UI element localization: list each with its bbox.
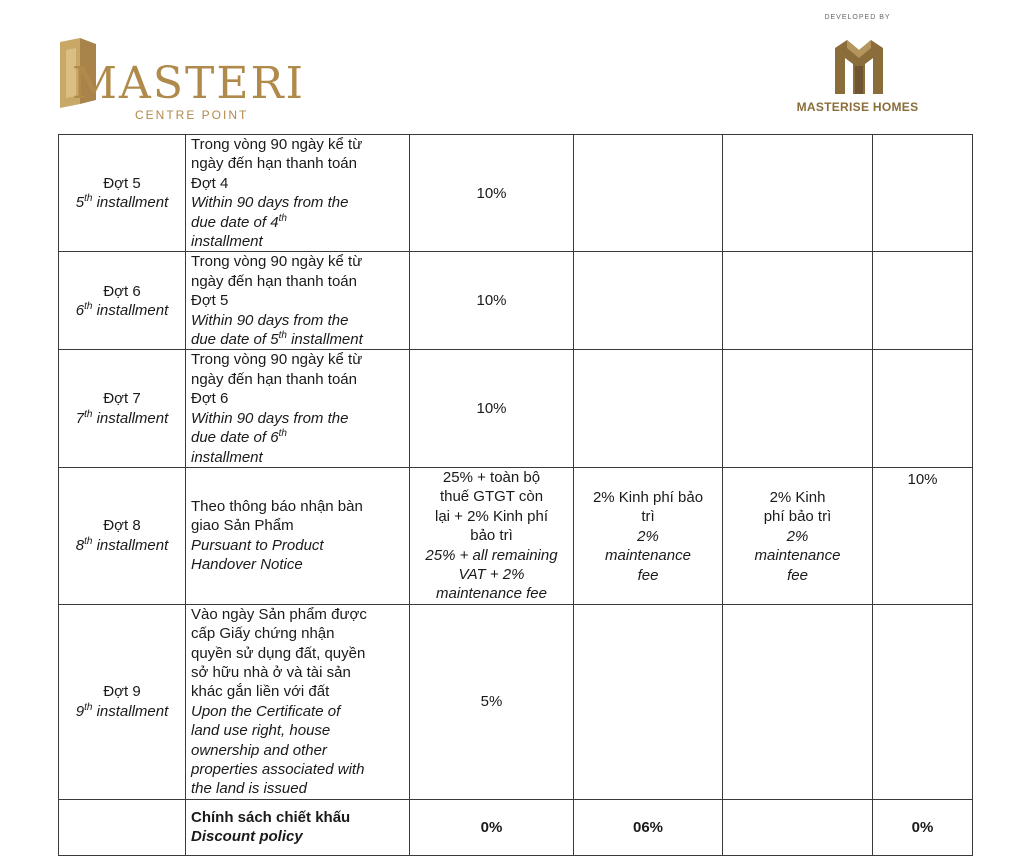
term-en-line: due date of 6th bbox=[191, 428, 287, 447]
term-vi-line: ngày đến hạn thanh toán bbox=[191, 272, 357, 290]
value-en-line: maintenance bbox=[605, 547, 691, 565]
empty-cell bbox=[873, 135, 973, 252]
developed-by-label: DEVELOPED BY bbox=[824, 14, 891, 21]
masteri-wordmark: MASTERI bbox=[72, 58, 305, 109]
stage-cell bbox=[59, 604, 186, 799]
masterise-homes-logo bbox=[795, 12, 920, 122]
term-en-line: installment bbox=[191, 233, 263, 251]
percentage-cell: 10% bbox=[410, 350, 574, 467]
empty-cell bbox=[723, 252, 873, 350]
value-en-line: maintenance fee bbox=[436, 585, 547, 603]
value-en-line: fee bbox=[637, 566, 659, 584]
term-en-line: land use right, house bbox=[191, 722, 331, 740]
payment-term-cell bbox=[186, 350, 410, 467]
empty-cell bbox=[723, 604, 873, 799]
stage-vi: Đợt 8 bbox=[103, 517, 141, 535]
value-en-line: VAT + 2% bbox=[458, 565, 525, 583]
stage-cell bbox=[59, 467, 186, 604]
value-vi-line: 2% Kinh bbox=[769, 488, 826, 506]
stage-en: 6th installment bbox=[75, 300, 169, 319]
empty-cell bbox=[574, 604, 723, 799]
discount-value-cell: 0% bbox=[873, 799, 973, 855]
term-en-line: ownership and other bbox=[191, 741, 327, 759]
term-vi-line: ngày đến hạn thanh toán bbox=[191, 370, 357, 388]
term-en-line: Upon the Certificate of bbox=[191, 702, 341, 720]
discount-policy-label bbox=[186, 799, 410, 855]
empty-cell bbox=[873, 350, 973, 467]
value-en-line: maintenance bbox=[754, 547, 841, 565]
payment-schedule-table bbox=[58, 134, 973, 856]
empty-cell bbox=[873, 604, 973, 799]
document-header bbox=[0, 0, 1024, 133]
percentage-cell: 5% bbox=[410, 604, 574, 799]
payment-term-cell bbox=[186, 252, 410, 350]
term-vi-line: Vào ngày Sản phẩm được bbox=[191, 605, 367, 623]
term-vi-line: sở hữu nhà ở và tài sản bbox=[191, 663, 351, 681]
term-vi-line: Theo thông báo nhận bàn bbox=[191, 498, 363, 516]
empty-cell bbox=[723, 135, 873, 252]
value-vi-line: bảo trì bbox=[470, 527, 513, 545]
table-row bbox=[59, 467, 973, 604]
term-vi-line: khác gắn liền với đất bbox=[191, 683, 330, 701]
maintenance-fee-cell bbox=[574, 467, 723, 604]
empty-cell bbox=[574, 135, 723, 252]
stage-vi: Đợt 6 bbox=[103, 282, 141, 300]
term-vi-line: cấp Giấy chứng nhận bbox=[191, 625, 335, 643]
value-vi-line: lại + 2% Kinh phí bbox=[435, 507, 548, 525]
value-en-line: fee bbox=[787, 566, 808, 584]
term-en-line: due date of 5th installment bbox=[191, 330, 363, 349]
empty-cell bbox=[723, 799, 873, 855]
term-en-line: due date of 4th bbox=[191, 212, 287, 231]
payment-term-cell bbox=[186, 135, 410, 252]
term-en-line: Within 90 days from the bbox=[191, 409, 349, 427]
term-vi-line: quyền sử dụng đất, quyền bbox=[191, 644, 366, 662]
term-en-line: Within 90 days from the bbox=[191, 311, 349, 329]
stage-en: 9th installment bbox=[75, 701, 169, 720]
term-vi-line: Trong vòng 90 ngày kể từ bbox=[191, 253, 363, 271]
value-vi-line: 2% Kinh phí bảo bbox=[592, 488, 704, 506]
masterise-emblem-icon bbox=[831, 36, 887, 96]
value-vi-line: 25% + toàn bộ bbox=[442, 468, 541, 486]
term-en-line: Within 90 days from the bbox=[191, 194, 349, 212]
stage-en: 8th installment bbox=[75, 535, 169, 554]
value-vi-line: trì bbox=[641, 508, 655, 526]
table-row bbox=[59, 252, 973, 350]
term-vi-line: ngày đến hạn thanh toán bbox=[191, 155, 357, 173]
stage-vi: Đợt 7 bbox=[103, 390, 141, 408]
empty-cell bbox=[574, 350, 723, 467]
centre-point-tagline: CENTRE POINT bbox=[135, 108, 249, 122]
term-vi-line: Đợt 4 bbox=[191, 174, 229, 192]
percentage-cell: 10% bbox=[873, 467, 973, 604]
term-vi-line: Đợt 5 bbox=[191, 292, 229, 310]
term-vi-line: Đợt 6 bbox=[191, 390, 229, 408]
stage-cell bbox=[59, 135, 186, 252]
stage-en: 7th installment bbox=[75, 408, 169, 427]
empty-cell bbox=[574, 252, 723, 350]
stage-en: 5th installment bbox=[75, 193, 169, 212]
term-en-line: Handover Notice bbox=[191, 556, 303, 574]
term-en-line: installment bbox=[191, 448, 263, 466]
term-vi-line: giao Sản Phẩm bbox=[191, 517, 294, 535]
discount-value-cell: 06% bbox=[574, 799, 723, 855]
value-vi-line: phí bảo trì bbox=[763, 508, 832, 526]
maintenance-fee-cell bbox=[723, 467, 873, 604]
value-vi-line: thuế GTGT còn bbox=[439, 488, 544, 506]
stage-vi: Đợt 9 bbox=[103, 683, 141, 701]
value-en-line: 25% + all remaining bbox=[425, 546, 558, 564]
percentage-cell bbox=[410, 467, 574, 604]
discount-value-cell: 0% bbox=[410, 799, 574, 855]
discount-label-en: Discount policy bbox=[191, 828, 303, 846]
table-row bbox=[59, 604, 973, 799]
discount-policy-row bbox=[59, 799, 973, 855]
term-vi-line: Trong vòng 90 ngày kể từ bbox=[191, 136, 363, 153]
stage-cell bbox=[59, 350, 186, 467]
payment-term-cell bbox=[186, 604, 410, 799]
masteri-centre-point-logo bbox=[58, 38, 305, 128]
empty-cell bbox=[723, 350, 873, 467]
payment-term-cell bbox=[186, 467, 410, 604]
value-en-line: 2% bbox=[637, 527, 659, 545]
masterise-homes-brand: MASTERISE HOMES bbox=[796, 100, 919, 114]
term-en-line: properties associated with bbox=[191, 761, 365, 778]
empty-cell bbox=[873, 252, 973, 350]
term-en-line: the land is issued bbox=[191, 780, 307, 798]
empty-cell bbox=[59, 799, 186, 855]
stage-cell bbox=[59, 252, 186, 350]
table-row bbox=[59, 350, 973, 467]
discount-label-vi: Chính sách chiết khấu bbox=[191, 808, 351, 826]
term-vi-line: Trong vòng 90 ngày kể từ bbox=[191, 351, 363, 369]
percentage-cell: 10% bbox=[410, 252, 574, 350]
value-en-line: 2% bbox=[786, 527, 809, 545]
term-en-line: Pursuant to Product bbox=[191, 536, 324, 554]
table-row bbox=[59, 135, 973, 252]
percentage-cell: 10% bbox=[410, 135, 574, 252]
stage-vi: Đợt 5 bbox=[103, 174, 141, 192]
